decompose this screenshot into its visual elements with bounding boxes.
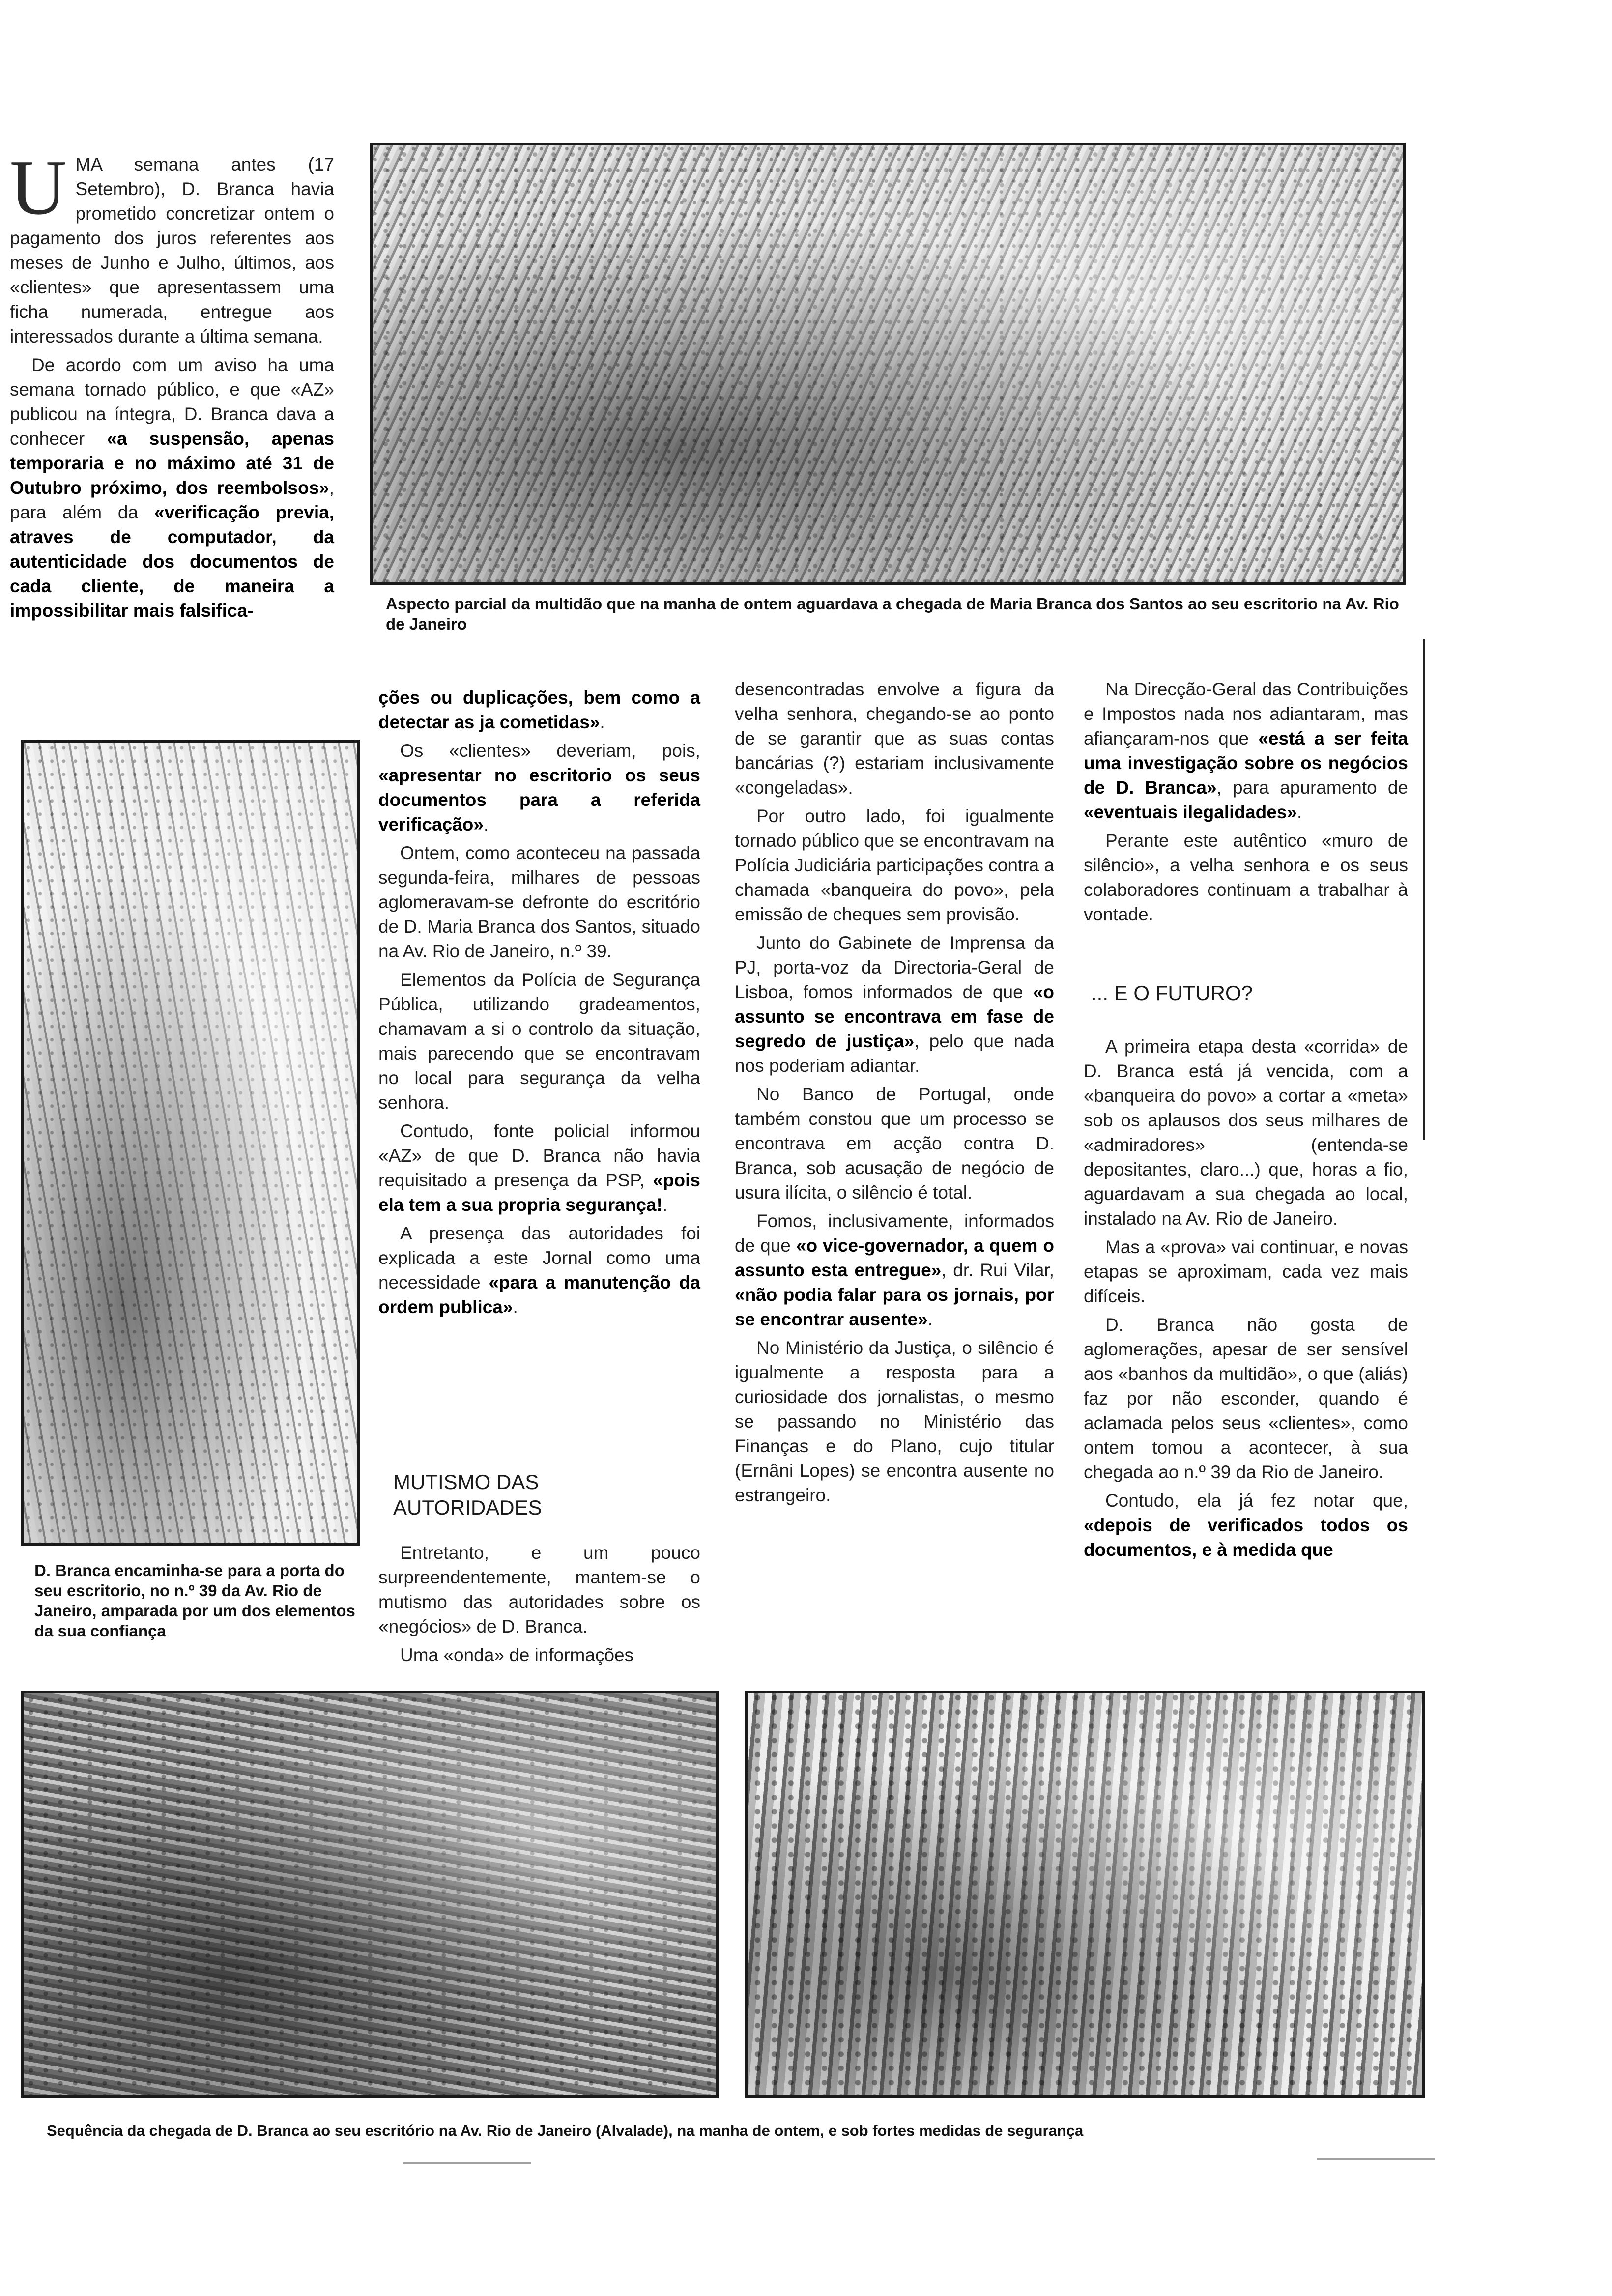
- subheading-mutismo: MUTISMO DAS AUTORIDADES: [393, 1470, 542, 1519]
- bold-quote: «verificação previa, atraves de computador, da autenticidade dos documentos de cada cliente, de maneira a impossibilitar mais falsifica-: [10, 502, 334, 621]
- paragraph-text: .: [483, 814, 489, 834]
- paragraph-text: Perante este autêntico «muro de silêncio», a velha senhora e os seus colaboradores continuam a trabalhar à vontade.: [1084, 831, 1408, 924]
- caption-top: Aspecto parcial da multidão que na manha de ontem aguardava a chegada de Maria Branca dos Santos ao seu escritorio na Av. Rio de Janeiro: [386, 595, 1399, 633]
- paragraph-text: Ontem, como aconteceu na passada segunda-feira, milhares de pessoas aglomeravam-se defronte do escritório de D. Maria Branca dos Santos, situado na Av. Rio de Janeiro, n.º 39.: [378, 843, 700, 961]
- paragraph: [1084, 677, 1408, 825]
- article-column-4-continued: [1084, 1034, 1408, 1566]
- paragraph-text: Mas a «prova» vai continuar, e novas etapas se aproximam, cada vez mais difíceis.: [1084, 1237, 1408, 1306]
- bold-quote: «depois de verificados todos os documentos, e à medida que: [1084, 1515, 1408, 1560]
- article-column-2: [378, 686, 700, 1323]
- drop-cap: U: [10, 144, 67, 231]
- photo-shade: [24, 1693, 716, 2095]
- paragraph: [378, 841, 700, 964]
- paragraph: [1084, 1489, 1408, 1562]
- article-column-4: [1084, 677, 1408, 931]
- paragraph-text: Uma «onda» de informações: [400, 1645, 634, 1665]
- paragraph-text: , pelo que nada nos poderiam adiantar.: [735, 1031, 1054, 1076]
- paragraph-text: desencontradas envolve a figura da velha senhora, chegando-se ao ponto de se garantir que as suas contas bancárias (?) estariam inclusivamente «congeladas».: [735, 679, 1054, 798]
- paragraph: [1084, 829, 1408, 927]
- caption-left: D. Branca encaminha-se para a porta do seu escritorio, no n.º 39 da Av. Rio de Janeiro, amparada por um dos elementos da sua confiança: [34, 1561, 355, 1640]
- bold-quote: ções ou duplicações, bem como a detectar as ja cometidas»: [378, 688, 700, 732]
- paragraph: [378, 686, 700, 735]
- paragraph: [1084, 1313, 1408, 1485]
- paragraph-text: Por outro lado, foi igualmente tornado público que se encontravam na Polícia Judiciária participações contra a chamada «banqueira do povo», pela emissão de cheques sem provisão.: [735, 806, 1054, 924]
- paragraph-text: Elementos da Polícia de Segurança Pública, utilizando gradeamentos, chamavam a si o controlo da situação, mais parecendo que se encontravam no local para segurança da velha senhora.: [378, 970, 700, 1113]
- paragraph-text: De acordo com um aviso ha uma semana tornado público, e que «AZ» publicou na íntegra, D. Branca dava a conhecer: [10, 355, 334, 449]
- paragraph-text: , dr. Rui Vilar,: [941, 1260, 1054, 1280]
- scan-artifact: [1317, 2158, 1435, 2160]
- paragraph-text: No Ministério da Justiça, o silêncio é igualmente a resposta para a curiosidade dos jornalistas, o mesmo se passando no Ministério das Finanças e do Plano, cujo titular (Ernâni Lopes) se encontra ausente no estrangeiro.: [735, 1338, 1054, 1505]
- article-column-2-continued: [378, 1541, 700, 1671]
- paragraph-text: Contudo, ela já fez notar que,: [1105, 1491, 1408, 1511]
- bold-quote: «apresentar no escritorio os seus documentos para a referida verificação»: [378, 765, 700, 834]
- crowd-photo: [370, 143, 1406, 585]
- paragraph-text: .: [600, 712, 605, 732]
- street-photo: [745, 1691, 1425, 2098]
- paragraph: [378, 1221, 700, 1320]
- paragraph-text: , para além da: [10, 478, 334, 522]
- paragraph-text: .: [662, 1195, 668, 1215]
- bold-quote: «não podia falar para os jornais, por se encontrar ausente»: [735, 1285, 1054, 1329]
- scan-artifact: [403, 2162, 531, 2164]
- bold-quote: «a suspensão, apenas temporaria e no máximo até 31 de Outubro próximo, dos reembolsos»: [10, 429, 334, 498]
- paragraph: [378, 739, 700, 837]
- bold-quote: «o vice-governador, a quem o assunto esta entregue»: [735, 1235, 1054, 1280]
- paragraph: [10, 353, 334, 623]
- paragraph-text: , para apuramento de: [1216, 777, 1408, 798]
- paragraph-text: A primeira etapa desta «corrida» de D. Branca está já vencida, com a «banqueira do povo» a cortar a «meta» sob os aplausos dos seus milhares de «admiradores» (entenda-se depositantes, claro...) que, horas a fio, aguardavam a sua chegada ao local, instalado na Av. Rio de Janeiro.: [1084, 1036, 1408, 1229]
- paragraph: [1084, 1235, 1408, 1309]
- paragraph-text: Na Direcção-Geral das Contribuições e Impostos nada nos adiantaram, mas afiançaram-nos que: [1084, 679, 1408, 748]
- bold-quote: «o assunto se encontrava em fase de segredo de justiça»: [735, 982, 1054, 1051]
- paragraph: [735, 1336, 1054, 1508]
- subheading-futuro: ... E O FUTURO?: [1091, 981, 1253, 1004]
- paragraph-text: Os «clientes» deveriam, pois,: [400, 741, 700, 761]
- paragraph-text: .: [927, 1309, 933, 1329]
- bold-quote: «pois ela tem a sua propria segurança!: [378, 1170, 700, 1215]
- photo-shade: [24, 743, 357, 1543]
- paragraph-text: .: [513, 1297, 518, 1317]
- paragraph-text: D. Branca não gosta de aglomerações, apesar de ser sensível aos «banhos da multidão», o que (aliás) faz por não esconder, quando é aclamada pelos seus «clientes», como ontem tomou a acontecer, à sua chegada ao n.º 39 da Rio de Janeiro.: [1084, 1315, 1408, 1482]
- article-column-1: [10, 144, 334, 627]
- paragraph-text: Entretanto, e um pouco surpreendentemente, mantem-se o mutismo das autoridades sobre os «negócios» de D. Branca.: [378, 1543, 700, 1636]
- paragraph-text: MA semana antes (17 Setembro), D. Branca havia prometido concretizar ontem o pagamento dos juros referentes aos meses de Junho e Julho, últimos, aos «clientes» que apresentassem uma ficha numerada, entregue aos interessados durante a última semana.: [10, 154, 334, 346]
- paragraph: [735, 931, 1054, 1078]
- paragraph: [735, 1082, 1054, 1205]
- photo-shade: [373, 145, 1403, 582]
- article-column-3: [735, 677, 1054, 1512]
- paragraph: [378, 1643, 700, 1667]
- paragraph: [735, 804, 1054, 927]
- paragraph: [378, 968, 700, 1115]
- photo-shade: [748, 1693, 1422, 2095]
- paragraph-text: Junto do Gabinete de Imprensa da PJ, porta-voz da Directoria-Geral de Lisboa, fomos informados de que: [735, 933, 1054, 1002]
- paragraph-text: A presença das autoridades foi explicada a este Jornal como uma necessidade: [378, 1223, 700, 1292]
- paragraph-text: No Banco de Portugal, onde também constou que um processo se encontrava em acção contra D. Branca, sob acusação de negócio de usura ilícita, o silêncio é total.: [735, 1084, 1054, 1203]
- paragraph: [1084, 1034, 1408, 1231]
- paragraph: [378, 1541, 700, 1639]
- caption-bottom: Sequência da chegada de D. Branca ao seu escritório na Av. Rio de Janeiro (Alvalade), na manha de ontem, e sob fortes medidas de segurança: [47, 2122, 1084, 2139]
- paragraph: [378, 1119, 700, 1217]
- paragraph: [735, 1209, 1054, 1332]
- paragraph-text: Contudo, fonte policial informou «AZ» de que D. Branca não havia requisitado a presença da PSP,: [378, 1121, 700, 1190]
- bold-quote: «eventuais ilegalidades»: [1084, 802, 1297, 822]
- car-photo: [21, 1691, 719, 2098]
- column-rule: [1423, 639, 1425, 1140]
- paragraph-text: .: [1296, 802, 1302, 822]
- paragraph: [735, 677, 1054, 800]
- portrait-photo: [21, 740, 360, 1546]
- bold-quote: «está a ser feita uma investigação sobre os negócios de D. Branca»: [1084, 728, 1408, 798]
- paragraph-text: Fomos, inclusivamente, informados de que: [735, 1211, 1054, 1256]
- bold-quote: «para a manutenção da ordem publica»: [378, 1272, 700, 1317]
